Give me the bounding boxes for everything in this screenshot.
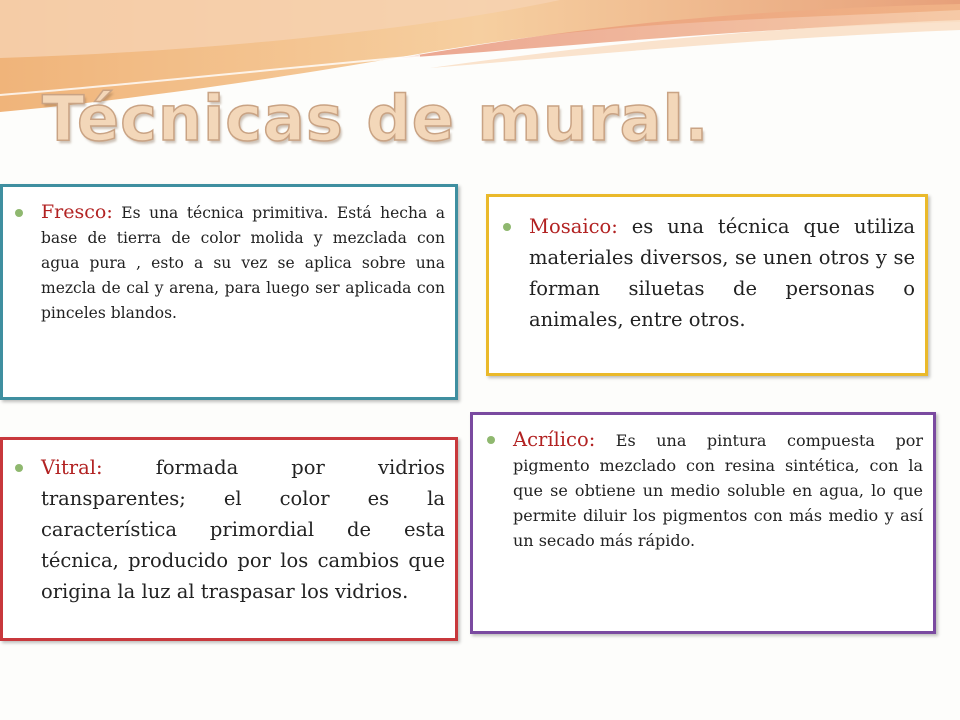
acrilico-text: Es una pintura compuesta por pigmento mezclado con resina sintética, con la que se obtiene un medio soluble en agua, lo que permite diluir los pigmentos con más medio y así un secado más rápido. — [513, 431, 923, 550]
mosaico-box — [486, 194, 928, 376]
bullet-icon — [15, 464, 23, 472]
vitral-item — [15, 452, 445, 607]
mosaico-item — [503, 211, 915, 335]
mosaico-list — [503, 211, 915, 335]
slide-title: Técnicas de mural. — [42, 82, 710, 155]
fresco-item — [15, 200, 445, 326]
mosaico-term: Mosaico: — [529, 215, 618, 238]
fresco-list — [15, 200, 445, 326]
acrilico-item — [487, 427, 923, 553]
vitral-box — [0, 437, 458, 641]
acrilico-term: Acrílico: — [513, 428, 596, 451]
bullet-icon — [503, 223, 511, 231]
fresco-box — [0, 184, 458, 400]
vitral-list — [15, 452, 445, 607]
fresco-text: Es una técnica primitiva. Está hecha a base de tierra de color molida y mezclada con agua pura , esto a su vez se aplica sobre una mezcla de cal y arena, para luego ser aplicada con pinceles blandos. — [41, 204, 445, 322]
bullet-icon — [15, 209, 23, 217]
fresco-term: Fresco: — [41, 201, 113, 223]
acrilico-box — [470, 412, 936, 634]
mosaico-text: es una técnica que utiliza materiales diversos, se unen otros y se forman siluetas de personas o animales, entre otros. — [529, 215, 915, 331]
vitral-text: formada por vidrios transparentes; el color es la característica primordial de esta técnica, producido por los cambios que origina la luz al traspasar los vidrios. — [41, 456, 445, 603]
acrilico-list — [487, 427, 923, 553]
bullet-icon — [487, 436, 495, 444]
vitral-term: Vitral: — [41, 456, 103, 479]
